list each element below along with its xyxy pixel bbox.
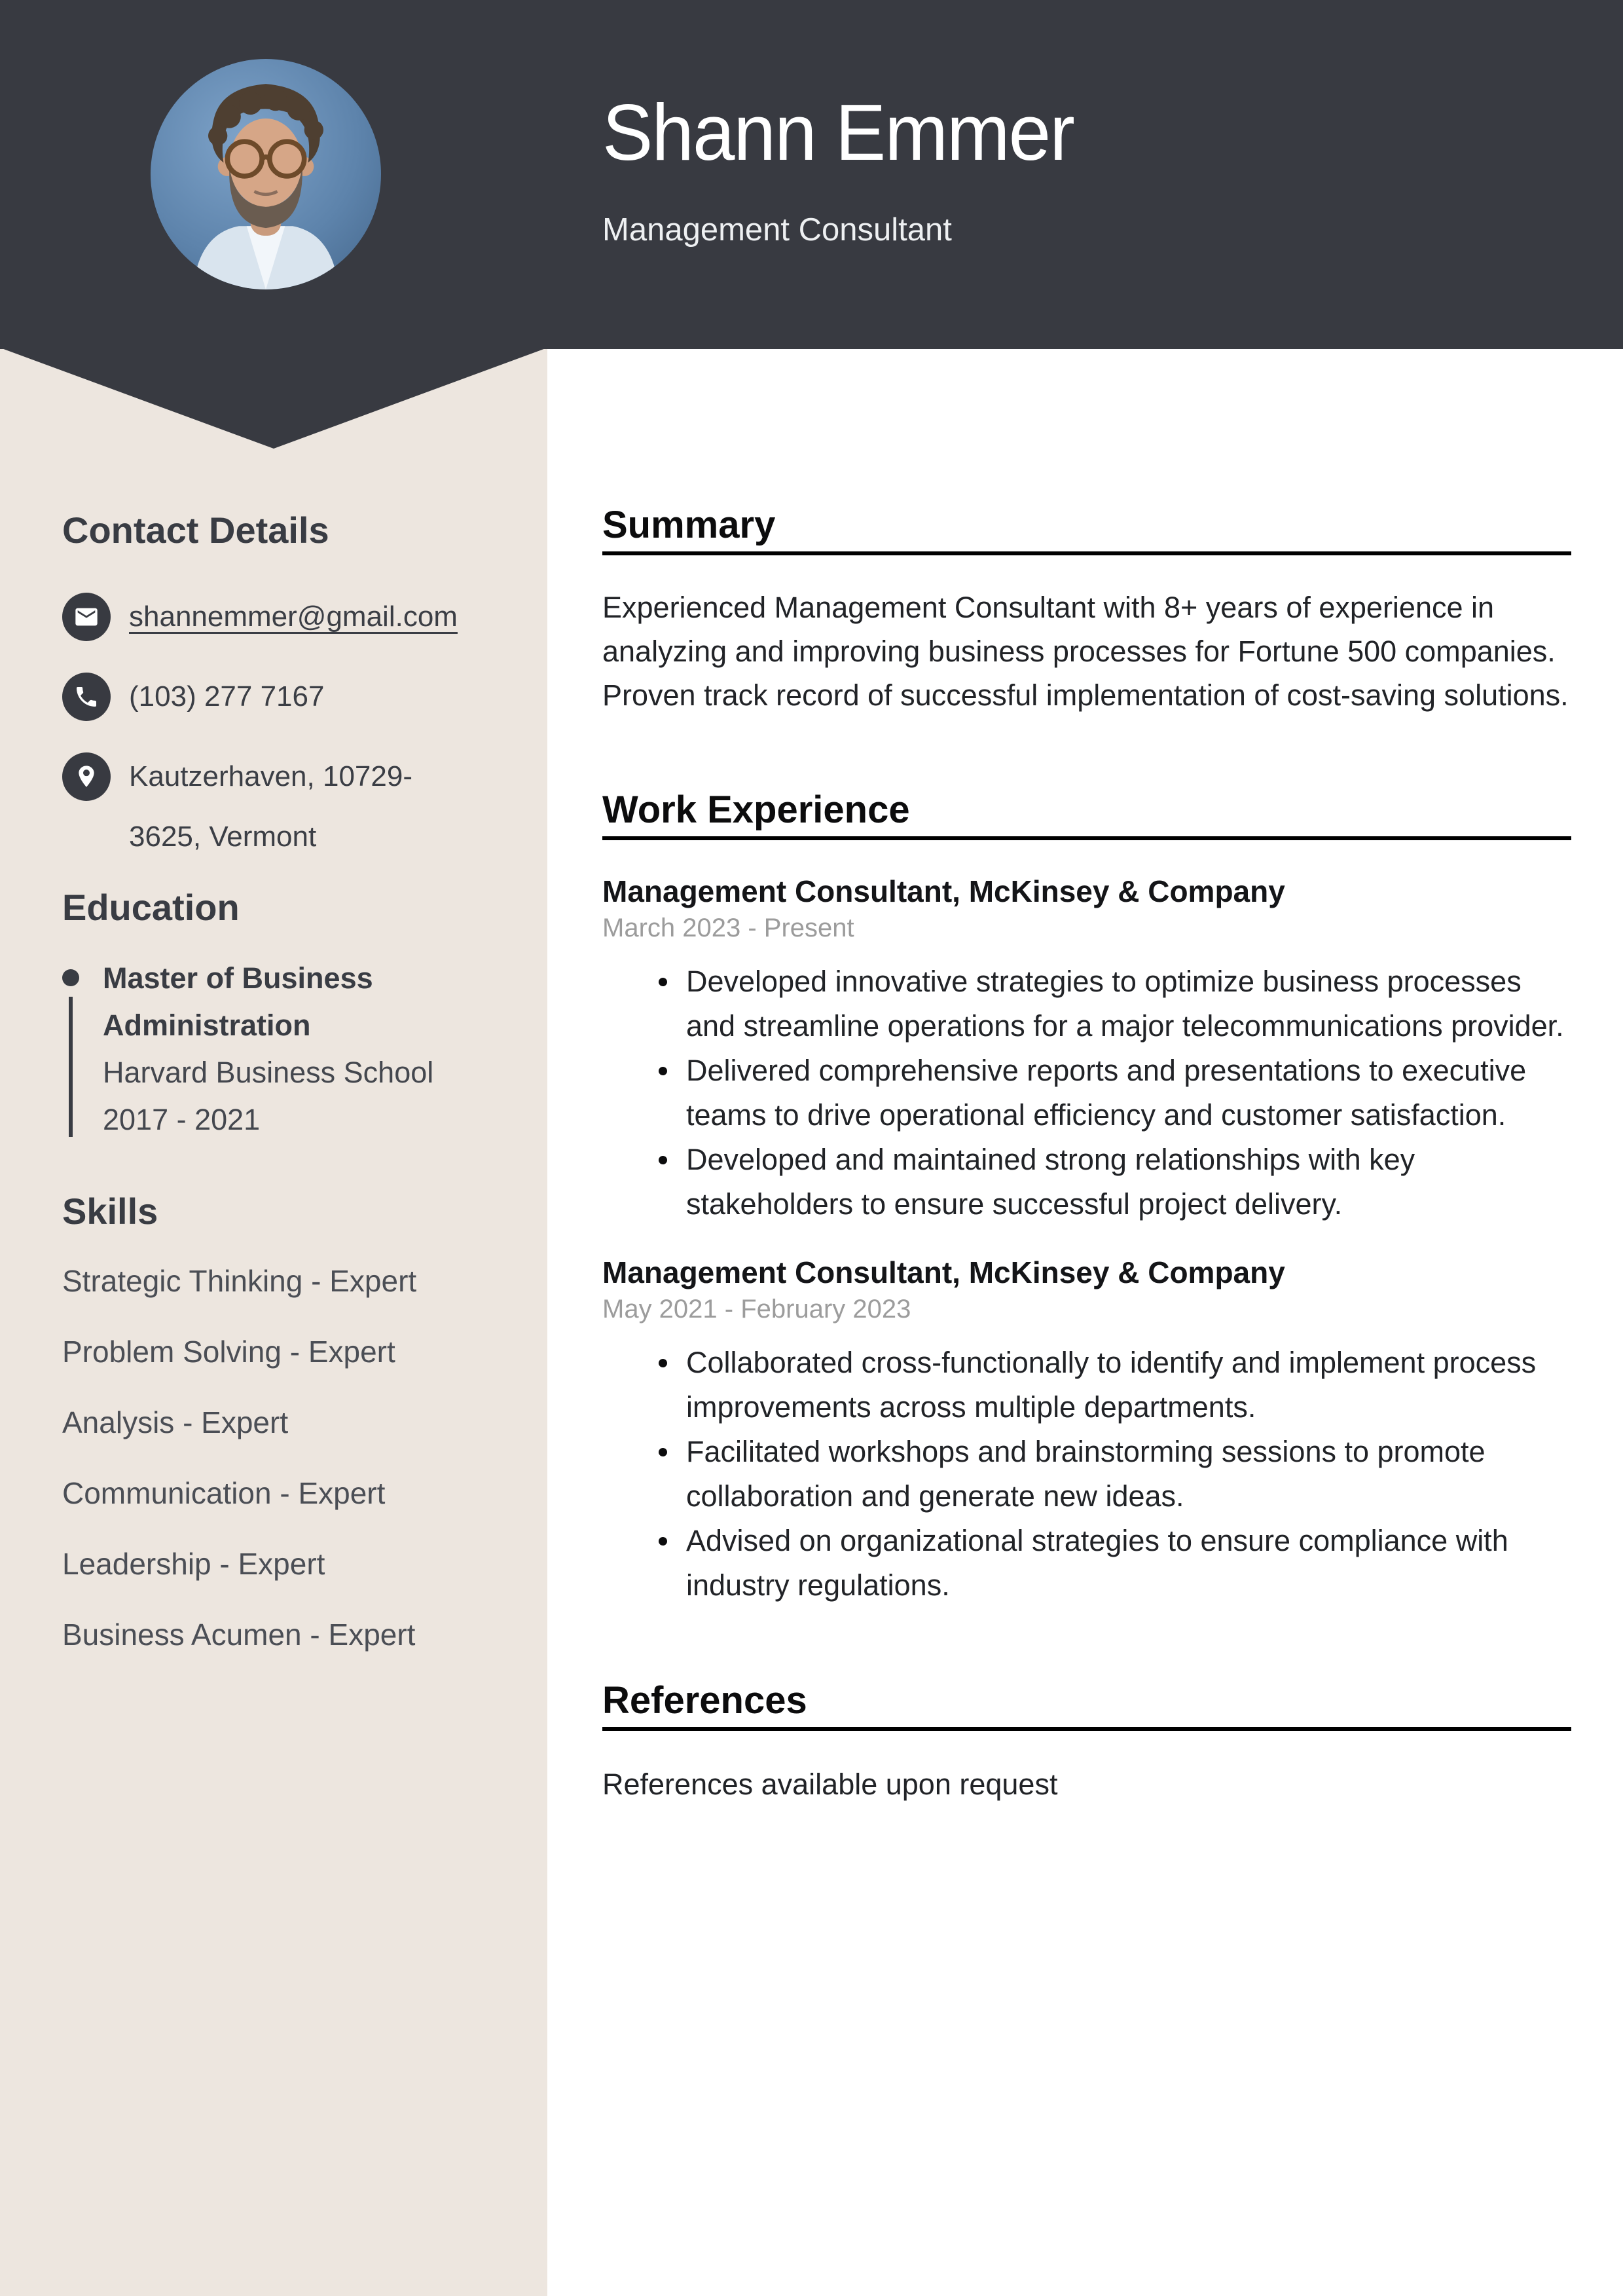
experience-bullet: Advised on organizational strategies to ensure compliance with industry regulations. (602, 1519, 1571, 1608)
experience-bullet: Developed and maintained strong relationships with key stakeholders to ensure successful project delivery. (602, 1138, 1571, 1227)
sidebar (62, 509, 501, 1687)
contact-email-row (62, 587, 501, 647)
job-bullet-list (602, 959, 1571, 1227)
summary-section (602, 506, 1571, 717)
skill-item: Communication - Expert (62, 1476, 386, 1510)
education-entry (62, 955, 501, 1143)
skills-heading: Skills (62, 1191, 158, 1232)
email-link[interactable]: shannemmer@gmail.com (129, 601, 458, 633)
profile-photo (151, 59, 381, 289)
contact-address-value: Kautzerhaven, 10729-3625, Vermont (129, 760, 412, 853)
work-experience-heading: Work Experience (602, 790, 1571, 840)
candidate-title: Management Consultant (602, 212, 952, 248)
candidate-name: Shann Emmer (602, 88, 1074, 177)
education-school: Harvard Business School (103, 1056, 434, 1089)
contact-email-value (129, 587, 458, 647)
summary-text: Experienced Management Consultant with 8+ years of experience in analyzing and improving business processes for Fortune 500 companies. Proven track record of successful implementation of cost-saving solutions. (602, 591, 1569, 712)
contact-phone-row (62, 667, 501, 727)
experience-bullet: Delivered comprehensive reports and presentations to executive teams to drive operational efficiency and customer satisfaction. (602, 1048, 1571, 1138)
experience-bullet: Facilitated workshops and brainstorming sessions to promote collaboration and generate new ideas. (602, 1430, 1571, 1519)
skill-item: Analysis - Expert (62, 1405, 289, 1439)
skill-item: Leadership - Expert (62, 1547, 325, 1581)
contact-details-heading: Contact Details (62, 509, 329, 551)
contact-phone-value: (103) 277 7167 (129, 680, 325, 713)
experience-bullet: Developed innovative strategies to optimize business processes and streamline operations for a major telecommunications provider. (602, 959, 1571, 1048)
map-pin-icon (62, 752, 111, 801)
summary-heading: Summary (602, 506, 1571, 555)
skill-item: Strategic Thinking - Expert (62, 1264, 417, 1298)
skills-list (62, 1263, 501, 1653)
skill-item: Problem Solving - Expert (62, 1335, 395, 1369)
skill-item: Business Acumen - Expert (62, 1618, 416, 1652)
references-text: References available upon request (602, 1768, 1058, 1801)
header (602, 88, 1099, 248)
profile-photo-illustration (151, 59, 381, 289)
timeline-line (69, 997, 73, 1137)
education-dates: 2017 - 2021 (103, 1103, 261, 1136)
phone-icon (62, 673, 111, 721)
job-entry (602, 873, 1571, 1227)
education-heading: Education (62, 887, 240, 928)
job-dates: March 2023 - Present (602, 914, 854, 942)
experience-bullet: Collaborated cross-functionally to identify and implement process improvements across multiple departments. (602, 1341, 1571, 1430)
education-degree: Master of Business Administration (103, 961, 373, 1042)
timeline-dot-icon (62, 969, 79, 986)
references-heading: References (602, 1681, 1571, 1731)
contact-address-row (62, 747, 501, 867)
work-experience-section (602, 790, 1571, 1608)
job-dates: May 2021 - February 2023 (602, 1295, 911, 1324)
references-section (602, 1681, 1571, 1804)
main-content (602, 506, 1571, 1804)
job-title: Management Consultant, McKinsey & Company (602, 874, 1285, 908)
envelope-icon (62, 593, 111, 641)
education-entry-text (103, 955, 433, 1143)
job-title: Management Consultant, McKinsey & Company (602, 1255, 1285, 1289)
job-entry (602, 1254, 1571, 1608)
timeline-marker (62, 955, 79, 1143)
contact-list (62, 587, 501, 867)
job-bullet-list (602, 1341, 1571, 1608)
